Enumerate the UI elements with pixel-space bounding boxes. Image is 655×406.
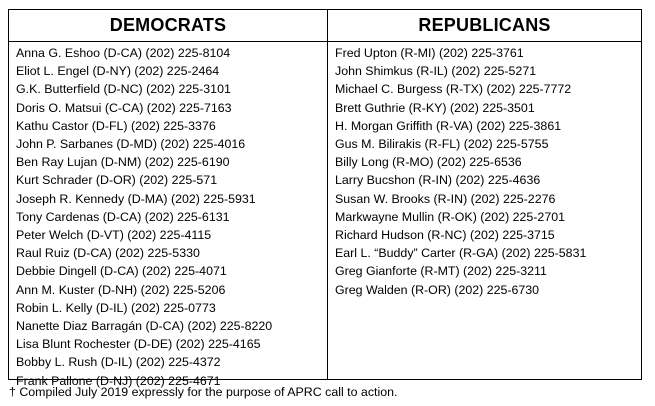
list-item: Susan W. Brooks (R-IN) (202) 225-2276	[335, 191, 556, 206]
list-item: Billy Long (R-MO) (202) 225-6536	[335, 155, 522, 170]
list-item: Kathu Castor (D-FL) (202) 225-3376	[16, 118, 216, 133]
list-item: Ann M. Kuster (D-NH) (202) 225-5206	[16, 282, 226, 297]
list-item: Debbie Dingell (D-CA) (202) 225-4071	[16, 264, 227, 279]
footnote: † Compiled July 2019 expressly for the purpose of APRC call to action.	[9, 385, 398, 399]
list-item: Nanette Diaz Barragán (D-CA) (202) 225-8220	[16, 319, 273, 334]
list-item: Ben Ray Lujan (D-NM) (202) 225-6190	[16, 155, 230, 170]
democrats-header: DEMOCRATS	[9, 10, 327, 42]
list-item: Bobby L. Rush (D-IL) (202) 225-4372	[16, 355, 221, 370]
list-item: Brett Guthrie (R-KY) (202) 225-3501	[335, 100, 535, 115]
list-item: Markwayne Mullin (R-OK) (202) 225-2701	[335, 209, 566, 224]
list-item: Earl L. “Buddy” Carter (R-GA) (202) 225-5831	[335, 246, 587, 261]
list-item: Eliot L. Engel (D-NY) (202) 225-2464	[16, 64, 220, 79]
democrats-list	[9, 42, 327, 390]
list-item: Frank Pallone (D-NJ) (202) 225-4671	[16, 373, 221, 388]
list-item: Robin L. Kelly (D-IL) (202) 225-0773	[16, 300, 216, 315]
list-item: Joseph R. Kennedy (D-MA) (202) 225-5931	[16, 191, 256, 206]
list-item: Gus M. Bilirakis (R-FL) (202) 225-5755	[335, 137, 549, 152]
democrats-column	[9, 10, 328, 388]
list-item: Richard Hudson (R-NC) (202) 225-3715	[335, 228, 555, 243]
list-item: Peter Welch (D-VT) (202) 225-4115	[16, 228, 212, 243]
list-item: John Shimkus (R-IL) (202) 225-5271	[335, 64, 537, 79]
contact-table	[8, 9, 642, 388]
list-item: Fred Upton (R-MI) (202) 225-3761	[335, 46, 524, 60]
list-item: Larry Bucshon (R-IN) (202) 225-4636	[335, 173, 541, 188]
list-item: Raul Ruiz (D-CA) (202) 225-5330	[16, 246, 200, 261]
republicans-column	[328, 10, 641, 379]
list-item: Tony Cardenas (D-CA) (202) 225-6131	[16, 209, 230, 224]
republicans-header: REPUBLICANS	[328, 10, 641, 42]
list-item: Anna G. Eshoo (D-CA) (202) 225-8104	[16, 46, 231, 60]
list-item: Greg Walden (R-OR) (202) 225-6730	[335, 282, 540, 297]
list-item: G.K. Butterfield (D-NC) (202) 225-3101	[16, 82, 231, 97]
list-item: Doris O. Matsui (C-CA) (202) 225-7163	[16, 100, 232, 115]
list-item: H. Morgan Griffith (R-VA) (202) 225-3861	[335, 118, 562, 133]
list-item: Michael C. Burgess (R-TX) (202) 225-7772	[335, 82, 572, 97]
list-item: Kurt Schrader (D-OR) (202) 225-571	[16, 173, 218, 188]
list-item: Lisa Blunt Rochester (D-DE) (202) 225-4165	[16, 337, 261, 352]
list-item: John P. Sarbanes (D-MD) (202) 225-4016	[16, 137, 246, 152]
list-item: Greg Gianforte (R-MT) (202) 225-3211	[335, 264, 547, 279]
republicans-list	[328, 42, 641, 299]
